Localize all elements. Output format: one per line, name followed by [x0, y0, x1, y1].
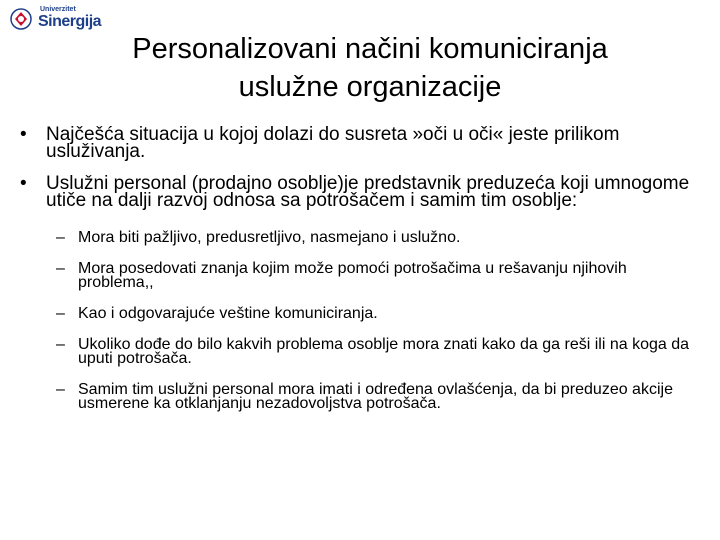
sub-bullet-text: Mora biti pažljivo, predusretljivo, nasmejano i uslužno.	[78, 229, 461, 246]
university-logo	[10, 6, 100, 32]
sub-bullet-text: Kao i odgovarajuće veštine komuniciranja.	[78, 305, 378, 322]
sub-bullet-item	[18, 307, 698, 321]
slide-title	[60, 30, 680, 106]
dash-marker: –	[56, 260, 65, 277]
dash-marker: –	[56, 305, 65, 322]
slide-title-line-1: Personalizovani načini komuniciranja	[132, 33, 608, 65]
logo-small-text: Univerzitet	[40, 6, 76, 13]
dash-marker: –	[56, 381, 65, 398]
dash-marker: –	[56, 336, 65, 353]
sub-bullet-item	[18, 338, 698, 366]
slide-content	[18, 126, 698, 428]
bullet-item	[18, 126, 698, 160]
logo-name: Sinergija	[38, 13, 102, 30]
sub-bullet-item	[18, 231, 698, 245]
bullet-marker: •	[20, 124, 27, 145]
sub-bullet-item	[18, 383, 698, 411]
university-emblem-icon	[10, 8, 32, 30]
bullet-text: Uslužni personal (prodajno osoblje)je predstavnik preduzeća koji umnogome utiče na dalji razvoj odnosa sa potrošačem i samim tim osoblje:	[46, 173, 690, 211]
sub-bullet-text: Mora posedovati znanja kojim može pomoći potrošačima u rešavanju njihovih problema,,	[78, 260, 627, 291]
sub-bullet-list	[18, 231, 698, 411]
bullet-item	[18, 175, 698, 209]
sub-bullet-item	[18, 262, 698, 290]
slide-title-line-2: uslužne organizacije	[238, 71, 502, 103]
bullet-marker: •	[20, 173, 27, 194]
dash-marker: –	[56, 229, 65, 246]
sub-bullet-text: Samim tim uslužni personal mora imati i određena ovlašćenja, da bi preduzeo akcije usmerene ka otklanjanju nezadovoljstva potrošača.	[78, 381, 673, 412]
bullet-text: Najčešća situacija u kojoj dolazi do susreta »oči u oči« jeste prilikom usluživanja.	[46, 124, 620, 162]
sub-bullet-text: Ukoliko dođe do bilo kakvih problema osoblje mora znati kako da ga reši ili na koga da uputi potrošača.	[78, 336, 690, 367]
